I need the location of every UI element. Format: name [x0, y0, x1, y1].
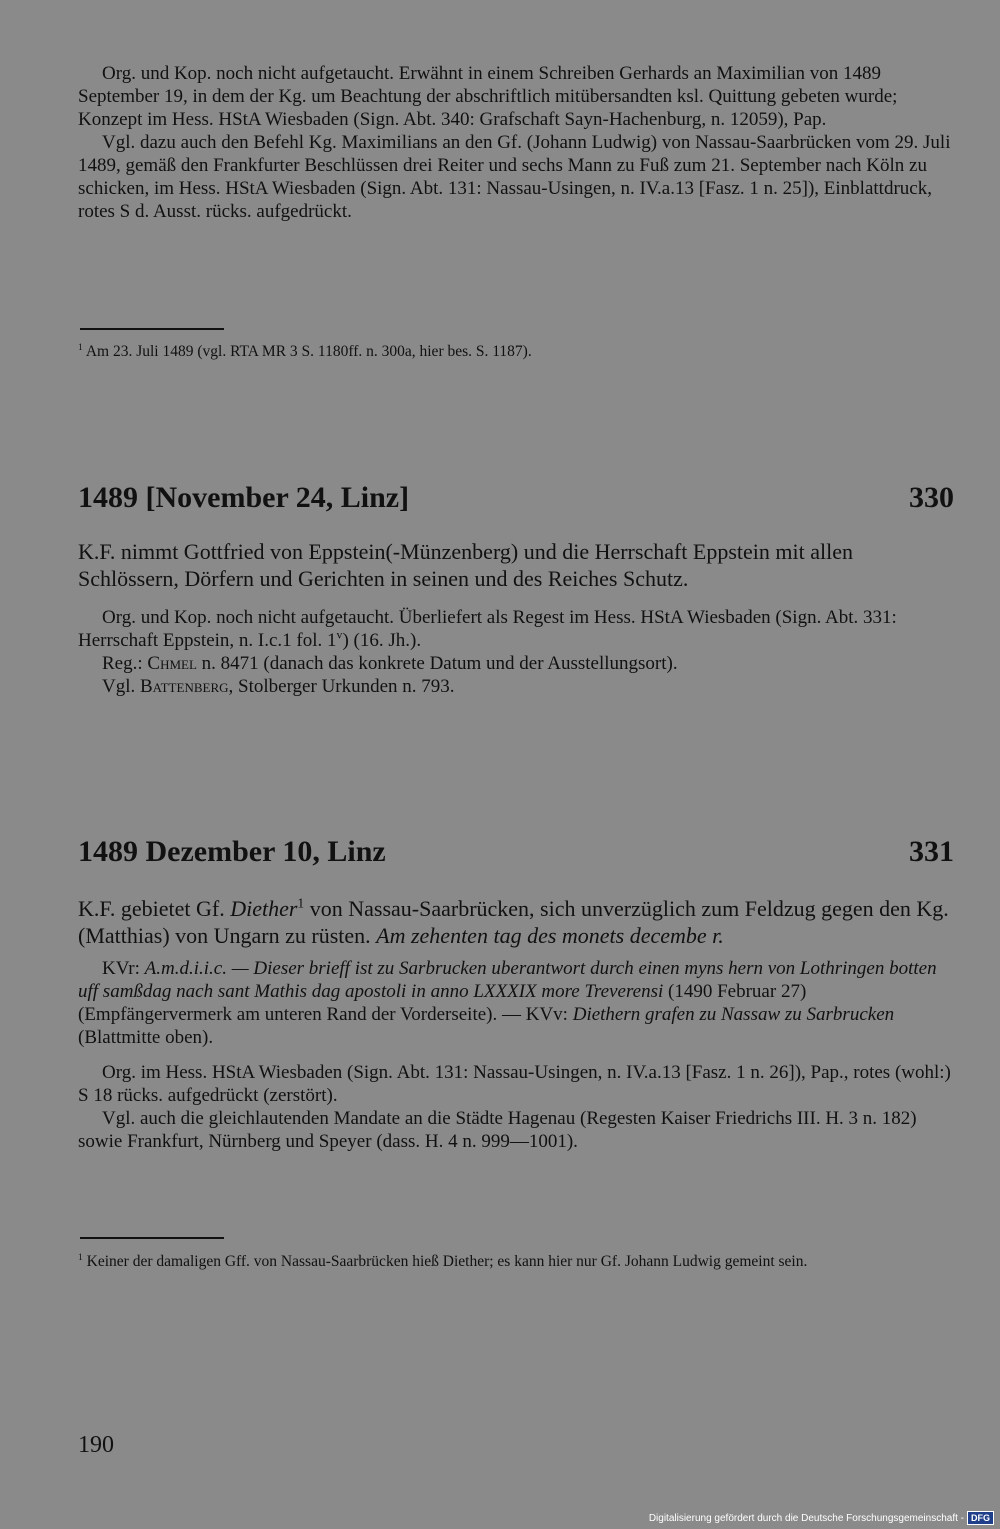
entry-number: 330	[909, 481, 954, 514]
footnote-rule	[80, 1237, 224, 1239]
entry-330-body	[78, 538, 954, 698]
entry-vergleich: Vgl. Battenberg, Stolberger Urkunden n. 793.	[102, 676, 455, 697]
entry-331-heading	[78, 835, 954, 869]
entry-kanzleivermerk: KVr: A.m.d.i.i.c. — Dieser brieff ist zu Sarbrucken uberantwort durch einen myns hern von Lothringen botten uff samßdag nach sant Mathis dag apostoli in anno LXXXIX more Treverensi (1490 Februar 27) (Empfängervermerk am unteren Rand der Vorderseite). — KVv: Diethern grafen zu Nassaw zu Sarbrucken (Blattmitte oben).	[78, 958, 937, 1048]
dfg-logo-icon: DFG	[967, 1511, 994, 1525]
entry-330-heading	[78, 481, 954, 515]
entry-331-body	[78, 895, 954, 1153]
footnote-mark: 1	[78, 341, 83, 353]
entry-date-place: 1489 [November 24, Linz]	[78, 481, 410, 514]
entry-original: Org. im Hess. HStA Wiesbaden (Sign. Abt. 131: Nassau-Usingen, n. IV.a.13 [Fasz. 1 n. 26]), Pap., rotes (wohl:) S 18 rücks. aufgedrückt (zerstört).	[78, 1062, 951, 1106]
footnote-text: Keiner der damaligen Gff. von Nassau-Saarbrücken hieß Diether; es kann hier nur Gf. Johann Ludwig gemeint sein.	[86, 1253, 808, 1270]
footnote-1	[78, 342, 954, 362]
footnote-mark: 1	[78, 1251, 83, 1263]
entry-regest: Reg.: Chmel n. 8471 (danach das konkrete Datum und der Ausstellungsort).	[102, 653, 678, 674]
digitization-credit	[649, 1511, 994, 1525]
continuation-paragraph-1: Org. und Kop. noch nicht aufgetaucht. Erwähnt in einem Schreiben Gerhards an Maximilian von 1489 September 19, in dem der Kg. um Beachtung der abschriftlich mitübersandten ksl. Quittung gebeten wurde; Konzept im Hess. HStA Wiesbaden (Sign. Abt. 340: Grafschaft Sayn-Hachenburg, n. 12059), Pap.	[78, 63, 898, 130]
entry-number: 331	[909, 835, 954, 868]
credit-text: Digitalisierung gefördert durch die Deutsche Forschungsgemeinschaft -	[648, 1512, 964, 1524]
entry-date-place: 1489 Dezember 10, Linz	[78, 835, 386, 868]
footnote-text: Am 23. Juli 1489 (vgl. RTA MR 3 S. 1180ff. n. 300a, hier bes. S. 1187).	[85, 343, 532, 360]
page-number: 190	[78, 1432, 114, 1458]
footnote-rule	[80, 328, 224, 330]
footnote-2	[78, 1252, 954, 1272]
entry-summary: K.F. gebietet Gf. Diether$^1$ von Nassau-Saarbrücken, sich unverzüglich zum Feldzug gegen den Kg. (Matthias) von Ungarn zu rüsten. Am zehenten tag des monets decembe r.	[78, 895, 949, 948]
continuation-paragraph-2: Vgl. dazu auch den Befehl Kg. Maximilians an den Gf. (Johann Ludwig) von Nassau-Saarbrücken vom 29. Juli 1489, gemäß den Frankfurter Beschlüssen drei Reiter und sechs Mann zu Fuß zum 21. September nach Köln zu schicken, im Hess. HStA Wiesbaden (Sign. Abt. 131: Nassau-Usingen, n. IV.a.13 [Fasz. 1 n. 25]), Einblattdruck, rotes S d. Ausst. rücks. aufgedrückt.	[78, 132, 951, 222]
continuation-block	[78, 62, 954, 223]
entry-summary: K.F. nimmt Gottfried von Eppstein(-Münzenberg) und die Herrschaft Eppstein mit allen Schlössern, Dörfern und Gerichten in seinen und des Reiches Schutz.	[78, 539, 853, 591]
entry-vergleich: Vgl. auch die gleichlautenden Mandate an die Städte Hagenau (Regesten Kaiser Friedrichs III. H. 3 n. 182) sowie Frankfurt, Nürnberg und Speyer (dass. H. 4 n. 999—1001).	[78, 1108, 917, 1152]
entry-original: Org. und Kop. noch nicht aufgetaucht. Überliefert als Regest im Hess. HStA Wiesbaden (Sign. Abt. 331: Herrschaft Eppstein, n. I.c.1 fol. 1$^v$) (16. Jh.).	[78, 607, 897, 651]
